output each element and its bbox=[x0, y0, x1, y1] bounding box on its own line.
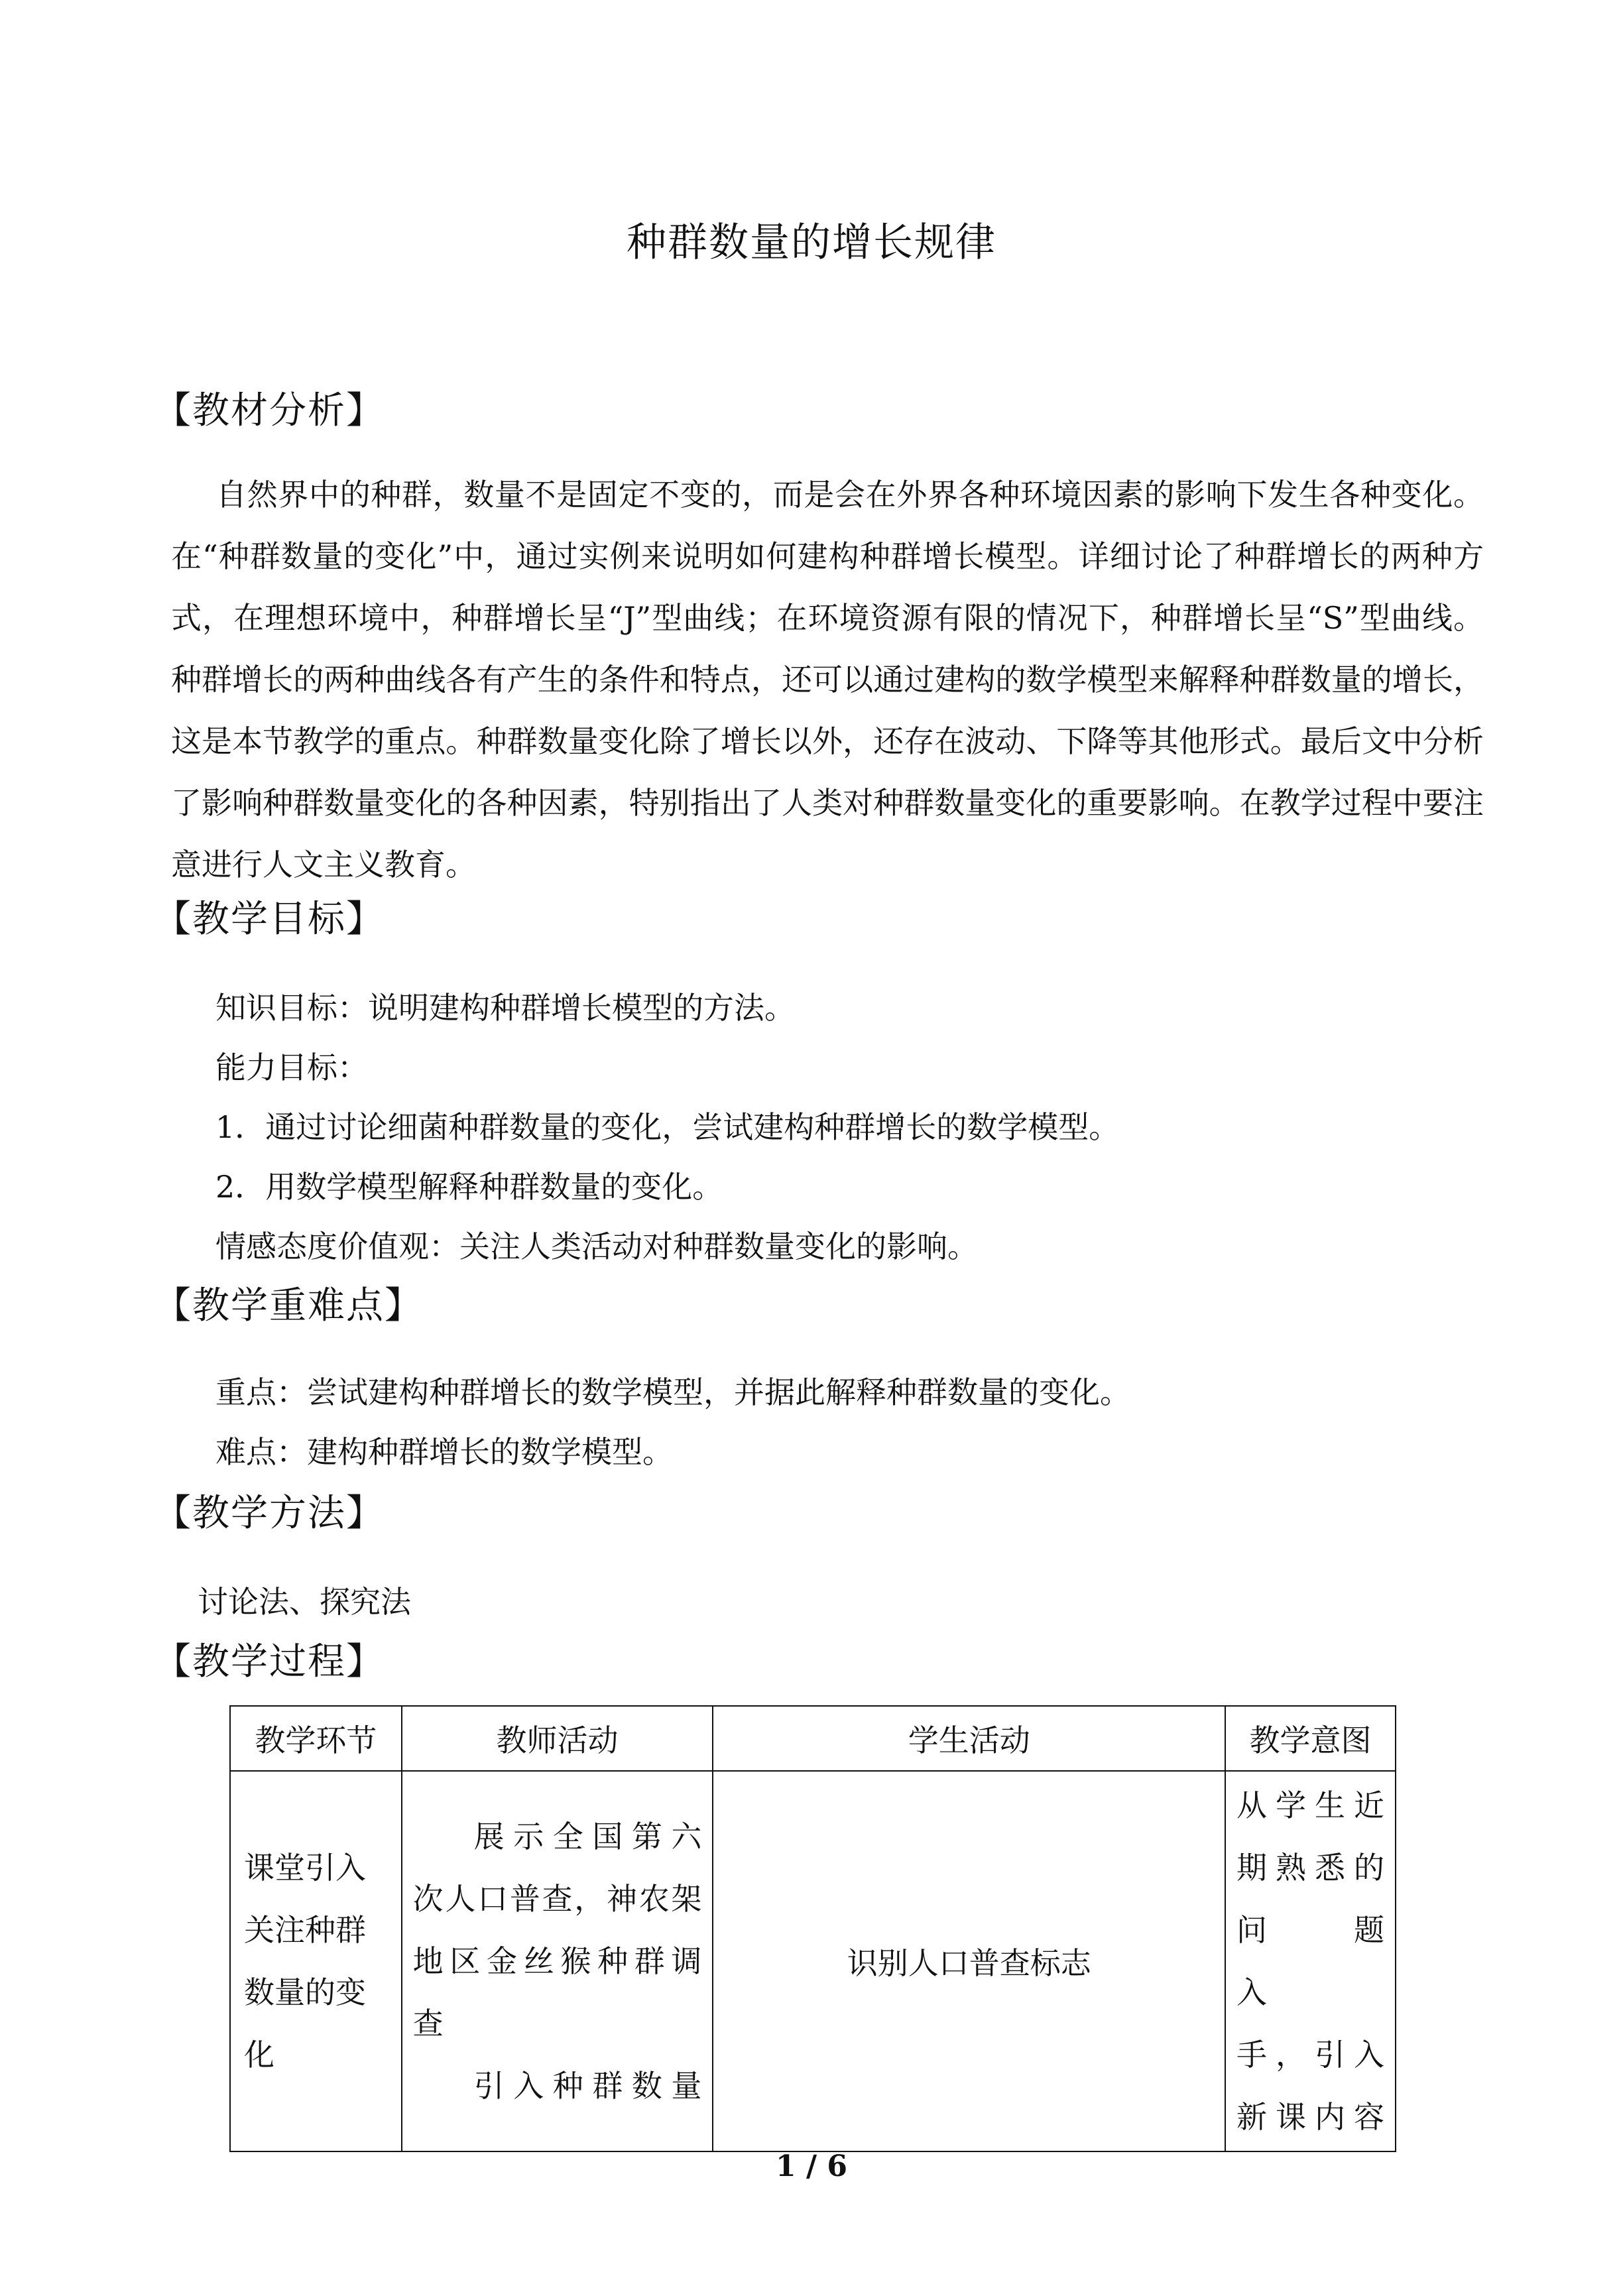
cell-teacher-activity bbox=[402, 1771, 713, 2151]
intent-line: 从学生近 bbox=[1236, 1787, 1384, 1823]
cell-teaching-intent bbox=[1225, 1771, 1415, 2151]
intent-line: 问 题 入 bbox=[1236, 1912, 1415, 2010]
teaching-process-table bbox=[229, 1705, 1415, 2152]
teacher-line: 地区金丝猴种群调 bbox=[412, 1943, 702, 1979]
difficult-point: 难点：建构种群增长的数学模型。 bbox=[215, 1434, 673, 1470]
table-row bbox=[230, 1771, 1396, 2151]
cell-student-activity: 识别人口普查标志 bbox=[713, 1771, 1225, 2151]
key-point: 重点：尝试建构种群增长的数学模型，并据此解释种群数量的变化。 bbox=[215, 1374, 1130, 1410]
heading-teaching-goals: 【教学目标】 bbox=[154, 898, 385, 941]
teaching-methods-text: 讨论法、探究法 bbox=[198, 1584, 411, 1620]
intent-line: 手，引入 bbox=[1236, 2037, 1384, 2073]
header-teacher-activity: 教师活动 bbox=[402, 1706, 713, 1771]
teacher-line: 查 bbox=[412, 2006, 444, 2041]
document-title: 种群数量的增长规律 bbox=[627, 219, 996, 266]
teacher-line: 引入种群数量 bbox=[473, 2068, 702, 2104]
cell-stage bbox=[230, 1771, 402, 2151]
stage-line: 课堂引入 bbox=[244, 1850, 366, 1886]
heading-textbook-analysis: 【教材分析】 bbox=[154, 389, 385, 432]
stage-line: 关注种群 bbox=[244, 1912, 366, 1948]
goal-emotion: 情感态度价值观：关注人类活动对种群数量变化的影响。 bbox=[215, 1229, 978, 1264]
intent-line: 新课内容 bbox=[1236, 2099, 1384, 2135]
textbook-analysis-paragraph: 自然界中的种群，数量不是固定不变的，而是会在外界各种环境因素的影响下发生各种变化。在“种群数量的变化”中，通过实例来说明如何建构种群增长模型。详细讨论了种群增长的两种方式，在理想环境中，种群增长呈“J”型曲线；在环境资源有限的情况下，种群增长呈“S”型曲线。种群增长的两种曲线各有产生的条件和特点，还可以通过建构的数学模型来解释种群数量的增长，这是本节教学的重点。种群数量变化除了增长以外，还存在波动、下降等其他形式。最后文中分析了影响种群数量变化的各种因素，特别指出了人类对种群数量变化的重要影响。在教学过程中要注意进行人文主义教育。 bbox=[171, 477, 1484, 882]
intent-line: 期熟悉的 bbox=[1236, 1850, 1384, 1886]
goal-knowledge: 知识目标：说明建构种群增长模型的方法。 bbox=[215, 990, 795, 1026]
stage-line: 化 bbox=[244, 2037, 274, 2073]
heading-teaching-process: 【教学过程】 bbox=[154, 1640, 385, 1683]
header-teaching-intent: 教学意图 bbox=[1225, 1706, 1396, 1771]
goal-ability-label: 能力目标： bbox=[215, 1050, 368, 1085]
heading-key-points: 【教学重难点】 bbox=[154, 1284, 423, 1327]
header-student-activity: 学生活动 bbox=[713, 1706, 1225, 1771]
page-number: 1 / 6 bbox=[776, 2149, 847, 2183]
goal-ability-item-1: 1．通过讨论细菌种群数量的变化，尝试建构种群增长的数学模型。 bbox=[215, 1109, 1120, 1145]
teacher-line: 展示全国第六 bbox=[473, 1819, 702, 1854]
teacher-line: 次人口普查，神农架 bbox=[412, 1881, 702, 1917]
header-stage: 教学环节 bbox=[230, 1706, 402, 1771]
heading-teaching-methods: 【教学方法】 bbox=[154, 1492, 385, 1535]
goal-ability-item-2: 2．用数学模型解释种群数量的变化。 bbox=[215, 1169, 723, 1205]
table-header-row bbox=[230, 1706, 1396, 1771]
stage-line: 数量的变 bbox=[244, 1974, 366, 2010]
